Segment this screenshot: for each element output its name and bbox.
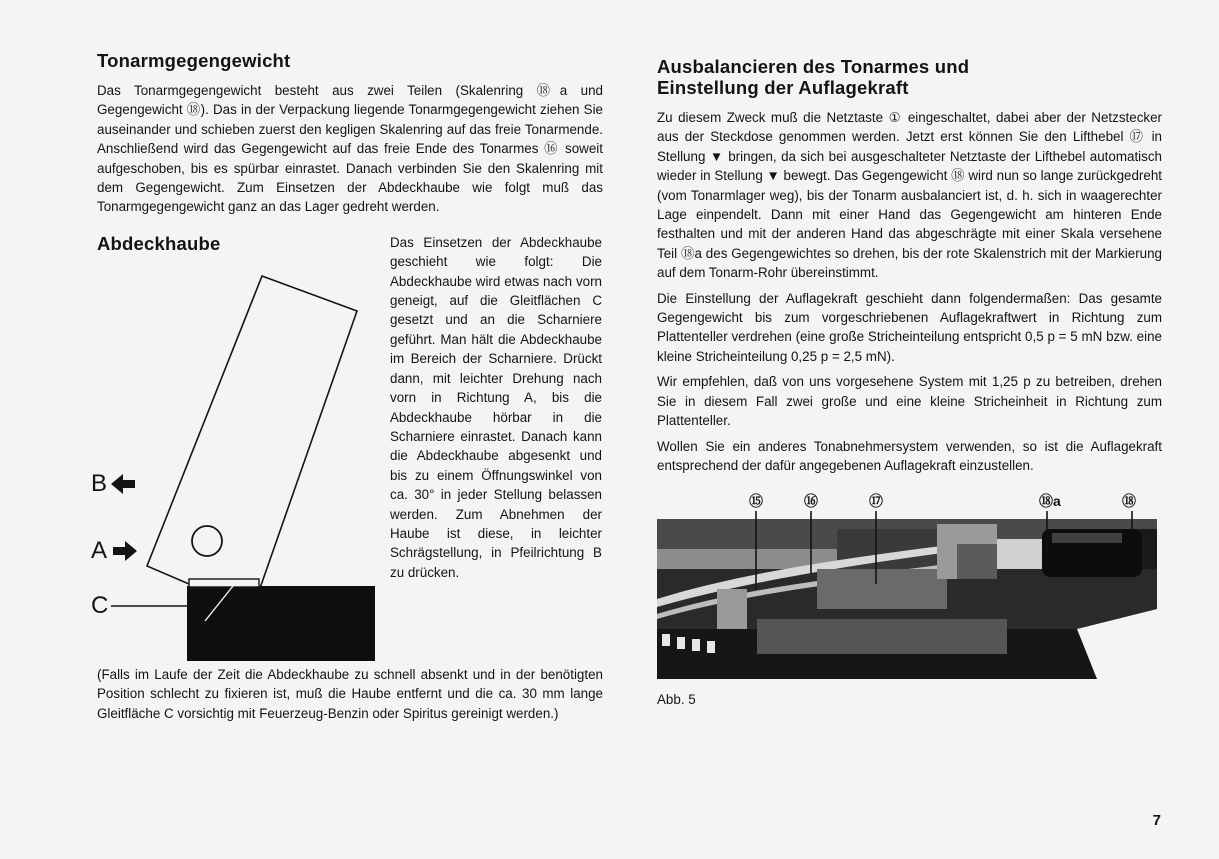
page-number: 7 — [1152, 812, 1161, 829]
callout-18: ⑱ — [1122, 493, 1136, 510]
tonearm-photo — [657, 489, 1162, 679]
glide-surface — [189, 579, 259, 587]
turntable-base — [187, 586, 375, 661]
counterweight-scale-ring — [997, 539, 1042, 569]
abdeckhaube-section — [91, 232, 603, 721]
callout-18a: ⑱a — [1039, 493, 1061, 510]
hinge-circle — [192, 526, 222, 556]
dust-cover-diagram — [87, 261, 377, 661]
balancing-paragraph-1: Zu diesem Zweck muß die Netztaste ① eingeschaltet, dabei aber der Netzstecker aus der Steckdose genommen werden. Jetzt erst können Sie den Lifthebel ⑰ in Stellung ▼ bringen, da sich bei ausgeschalteter Netztaste der Lifthebel automatisch wieder in Stellung ▼ bewegt. Das Gegengewicht ⑱ wird nun so lange zurückgedreht (vom Tonarmlager weg), bis der Tonarm ausbalanciert ist, d. h. sich in waagerechter Lage einpendelt. Dann mit einer Hand das Gegengewicht am hinteren Ende festhalten und mit der anderen Hand das abgeschrägte mit einer Skala versehene Teil ⑱a des Gegengewichtes so drehen, bis der rote Skalenstrich mit der Markierung auf dem Tonarm-Rohr übereinstimmt. — [657, 110, 1162, 281]
figure-caption: Abb. 5 — [657, 692, 696, 708]
callout-16: ⑯ — [804, 493, 818, 510]
section-title-ausbalancieren: Ausbalancieren des Tonarmes und Einstellung der Auflagekraft — [657, 56, 970, 98]
balancing-paragraph-4: Wollen Sie ein anderes Tonabnehmersystem verwenden, so ist die Auflagekraft entsprechend der dafür angegebenen Auflagekraft einzustellen. — [657, 438, 1162, 473]
callout-15: ⑮ — [749, 493, 763, 510]
section-title-abdeckhaube: Abdeckhaube — [97, 232, 221, 254]
label-b: B — [91, 469, 108, 497]
section-title-tonarmgegengewicht: Tonarmgegengewicht — [97, 50, 291, 71]
cover-outline — [147, 276, 357, 611]
right-column — [657, 56, 1162, 707]
balancing-paragraph-2: Die Einstellung der Auflagekraft geschieht dann folgendermaßen: Das gesamte Gegengewicht bis zum vorgeschriebenen Auflagekraftwert in Richtung zum Plattenteller verdrehen (eine große Stricheinteilung entspricht 0,5 p = 5 mN bzw. eine kleine Stricheinteilung 0,25 p = 2,5 mN). — [657, 290, 1162, 364]
arrow-left-icon — [111, 474, 135, 494]
tonearm-base — [817, 569, 947, 609]
lift-lever — [717, 589, 747, 634]
label-a: A — [91, 536, 108, 564]
callout-17: ⑰ — [869, 493, 883, 510]
balancing-paragraph-3: Wir empfehlen, daß von uns vorgesehene System mit 1,25 p zu betreiben, drehen Sie in diesem Fall zwei große und eine kleine Stricheinheit in Richtung zum Plattenteller. — [657, 374, 1162, 429]
abdeckhaube-paragraph: Das Einsetzen der Abdeckhaube geschieht wie folgt: Die Abdeckhaube wird etwas nach vorn geneigt, auf die Gleitflächen C gesetzt und an die Scharniere geführt. Man hält die Abdeckhaube im Bereich der Scharniere. Drückt dann, mit leichter Drehung nach vorn in Richtung A, bis die Abdeckhaube hörbar in die Scharniere einrastet. Danach kann die Abdeckhaube abgesenkt und bis zu einem Öffnungswinkel von ca. 30° in jeder Stellung belassen werden. Zum Abnehmen der Haube ist diese, in leichter Schrägstellung, in Pfeilrichtung B zu drücken. — [390, 234, 602, 580]
abdeckhaube-note: (Falls im Laufe der Zeit die Abdeckhaube zu schnell absenkt und in der benötigten Position schlecht zu fixieren ist, muß die Haube entfernt und die ca. 30 mm lange Gleitfläche C vorsichtig mit Feuerzeug-Benzin oder Spiritus gereinigt werden.) — [97, 666, 603, 721]
arrow-right-icon — [113, 541, 137, 561]
tonarmgegengewicht-paragraph: Das Tonarmgegengewicht besteht aus zwei Teilen (Skalenring ⑱a und Gegengewicht ⑱). Das in der Verpackung liegende Tonarmgegengewicht ziehen Sie auseinander und schieben zuerst den kegligen Skalenring auf das freie Tonarmende. Anschließend wird das Gegengewicht auf das freie Ende des Tonarmes ⑯ soweit aufgeschoben, bis es spürbar einrastet. Danach verbinden Sie den Skalenring mit dem Gegengewicht. Zum Einsetzen der Abdeckhaube wie folgt muß das Tonarmgegengewicht ganz an das Lager gedreht werden. — [97, 83, 603, 215]
label-c: C — [91, 591, 109, 619]
left-column — [91, 50, 603, 721]
